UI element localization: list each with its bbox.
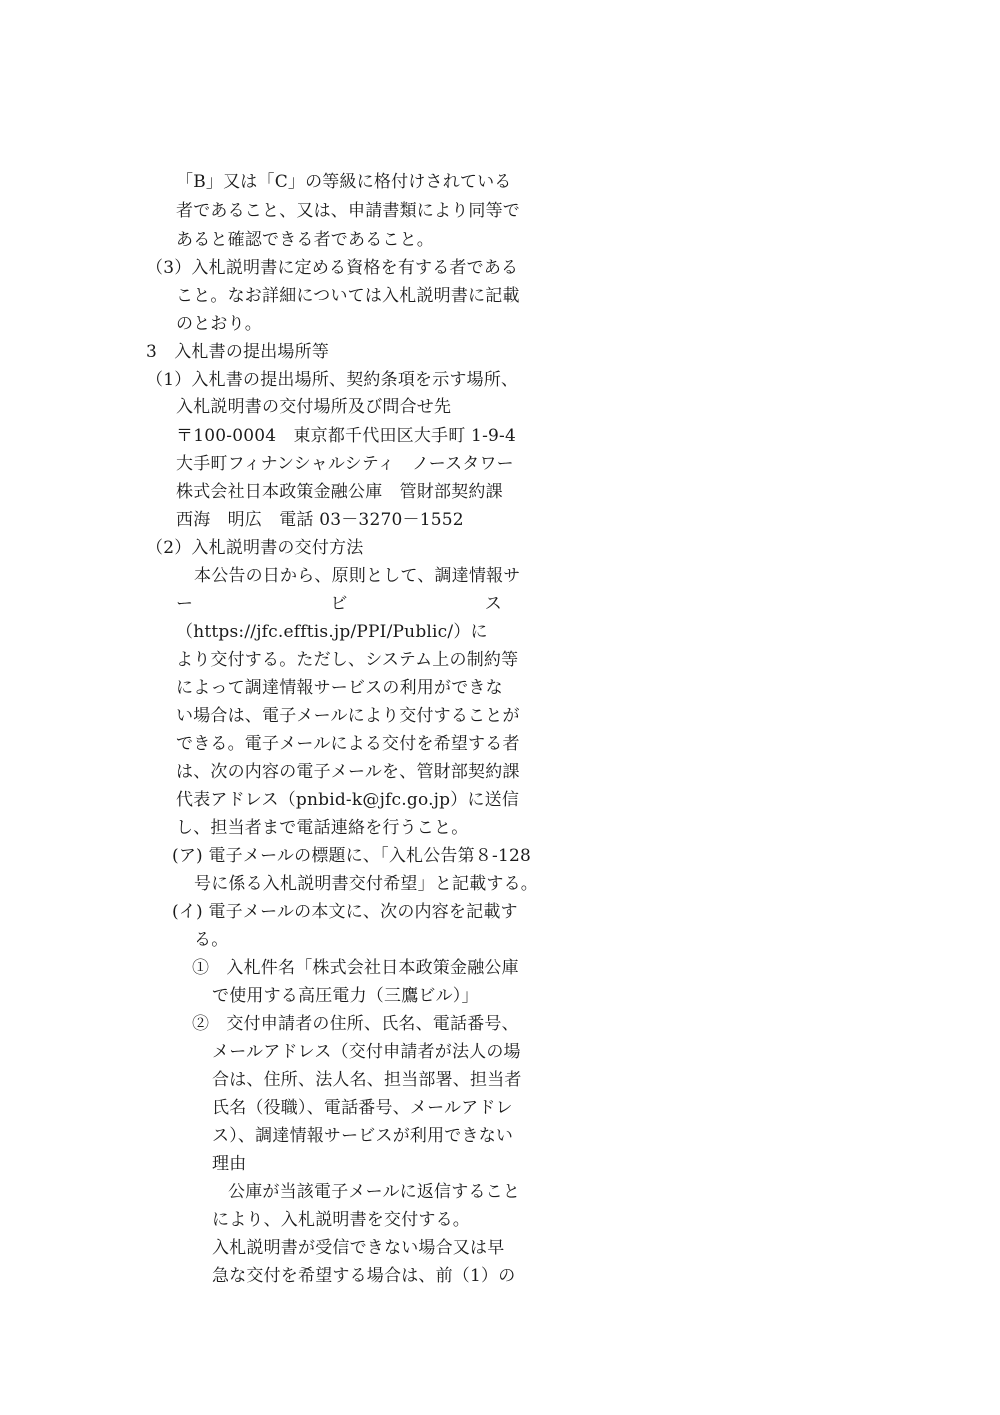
url-line: （https://jfc.efftis.jp/PPI/Public/）に [176, 622, 488, 642]
contact-line: 西海 明広 電話 03－3270－1552 [176, 510, 464, 530]
justified-line [176, 592, 502, 616]
text-line: のとおり。 [176, 314, 262, 334]
text-line: る。 [194, 930, 229, 950]
text-fragment: ス [484, 594, 502, 614]
address-line: 株式会社日本政策金融公庫 管財部契約課 [176, 482, 503, 502]
item-heading-2: （2）入札説明書の交付方法 [146, 538, 364, 558]
text-line: メールアドレス（交付申請者が法人の場 [212, 1042, 521, 1062]
section-heading-3: 3 入札書の提出場所等 [146, 342, 330, 362]
text-line: 者であること、又は、申請書類により同等で [176, 201, 520, 221]
text-line: より交付する。ただし、システム上の制約等 [176, 650, 519, 670]
address-line: 大手町フィナンシャルシティ ノースタワー [176, 454, 514, 474]
numbered-item-1: ① 入札件名「株式会社日本政策金融公庫 [192, 958, 519, 978]
numbered-item-2: ② 交付申請者の住所、氏名、電話番号、 [192, 1014, 519, 1034]
text-line: し、担当者まで電話連絡を行うこと。 [176, 818, 469, 838]
text-line: 号に係る入札説明書交付希望」と記載する。 [194, 874, 538, 894]
text-line: こと。なお詳細については入札説明書に記載 [176, 286, 520, 306]
text-line: 入札説明書の交付場所及び問合せ先 [176, 397, 452, 417]
item-heading-1: （1）入札書の提出場所、契約条項を示す場所、 [146, 370, 519, 390]
text-line: できる。電子メールによる交付を希望する者 [176, 734, 520, 754]
text-line: 本公告の日から、原則として、調達情報サ [194, 566, 521, 586]
text-line: は、次の内容の電子メールを、管財部契約課 [176, 762, 520, 782]
sub-item-i: (イ) 電子メールの本文に、次の内容を記載す [172, 902, 518, 922]
text-line: あると確認できる者であること。 [176, 230, 434, 250]
text-line: によって調達情報サービスの利用ができな [176, 678, 503, 698]
text-line: 氏名（役職）、電話番号、メールアドレ [212, 1098, 513, 1118]
text-line: い場合は、電子メールにより交付することが [176, 706, 520, 726]
item-heading-3: （3）入札説明書に定める資格を有する者である [146, 258, 519, 278]
text-line: 入札説明書が受信できない場合又は早 [212, 1238, 505, 1258]
text-fragment: ー [176, 594, 194, 614]
text-line: 「B」又は「C」の等級に格付けされている [176, 172, 512, 192]
text-line: 急な交付を希望する場合は、前（1）の [212, 1266, 516, 1286]
text-line: 理由 [212, 1154, 247, 1174]
sub-item-a: (ア) 電子メールの標題に、「入札公告第８-128 [172, 846, 532, 866]
email-line: 代表アドレス（pnbid-k@jfc.go.jp）に送信 [176, 790, 520, 810]
text-line: で使用する高圧電力（三鷹ビル）」 [212, 986, 479, 1006]
text-line: 合は、住所、法人名、担当部署、担当者 [212, 1070, 522, 1090]
address-line: 〒100-0004 東京都千代田区大手町 1-9-4 [176, 426, 516, 446]
text-line: ス）、調達情報サービスが利用できない [212, 1126, 514, 1146]
text-line: 公庫が当該電子メールに返信すること [228, 1182, 521, 1202]
text-line: により、入札説明書を交付する。 [212, 1210, 470, 1230]
text-fragment: ビ [330, 594, 348, 614]
